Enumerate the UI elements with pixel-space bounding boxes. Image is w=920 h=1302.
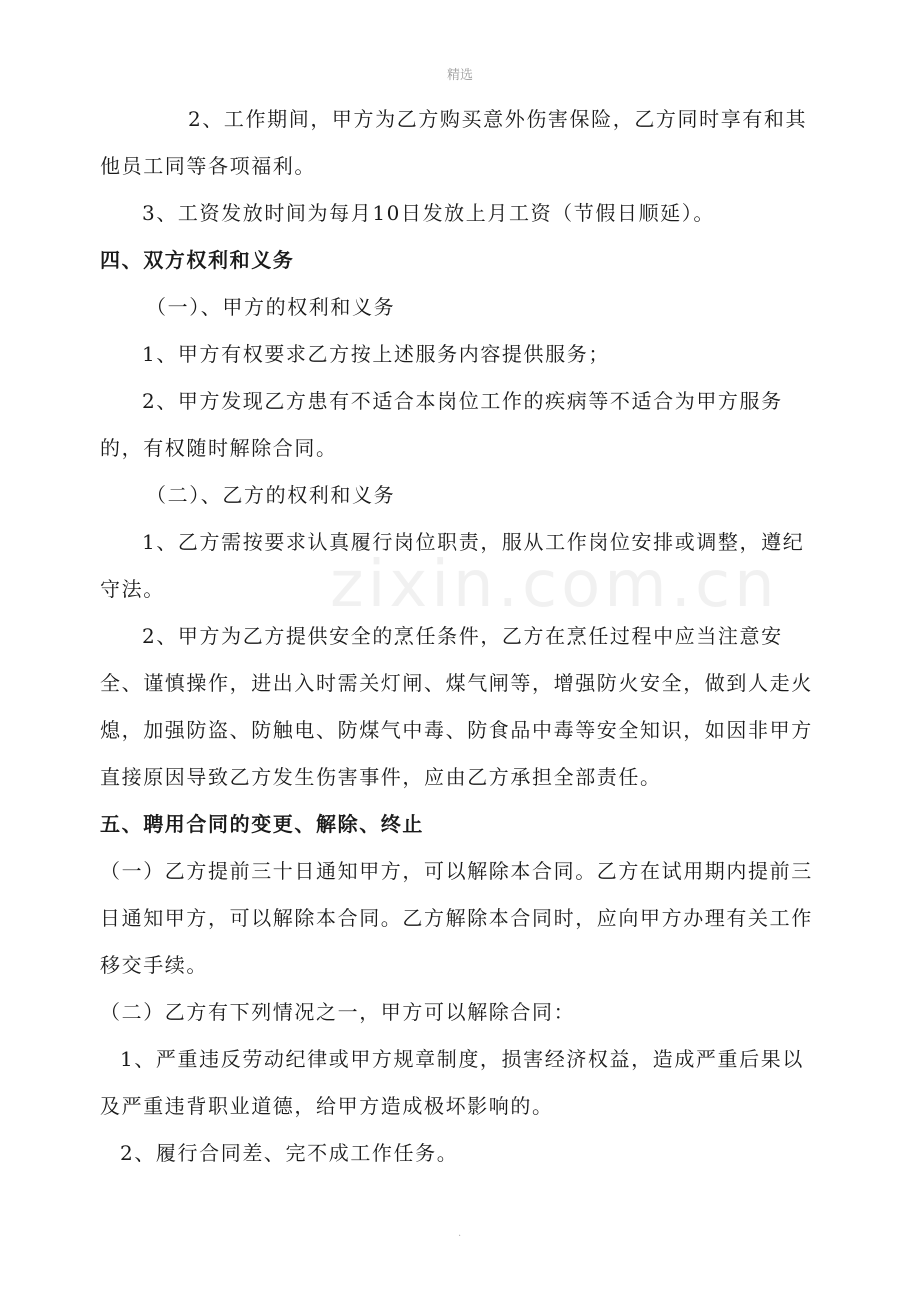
section-heading-rights: 四、双方权利和义务 [100,248,295,272]
document-body [100,96,824,1177]
paragraph-termination-2-item-1: 1、严重违反劳动纪律或甲方规章制度，损害经济权益，造成严重后果以及严重违背职业道德，给甲方造成极坏影响的。 [100,1047,804,1118]
paragraph-a-right-1: 1、甲方有权要求乙方按上述服务内容提供服务； [142,342,610,366]
subheading-party-a: （一）、甲方的权利和义务 [146,295,396,319]
subheading-party-b: （二）、乙方的权利和义务 [146,483,396,507]
paragraph-b-duty-1: 1、乙方需按要求认真履行岗位职责，服从工作岗位安排或调整，遵纪守法。 [100,530,805,601]
paragraph-a-right-2: 2、甲方发现乙方患有不适合本岗位工作的疾病等不适合为甲方服务的，有权随时解除合同。 [100,389,783,460]
paragraph-insurance: 2、工作期间，甲方为乙方购买意外伤害保险，乙方同时享有和其他员工同等各项福利。 [100,107,808,178]
paragraph-termination-1: （一）乙方提前三十日通知甲方，可以解除本合同。乙方在试用期内提前三日通知甲方，可以解除本合同。乙方解除本合同时，应向甲方办理有关工作移交手续。 [100,859,813,977]
section-heading-termination: 五、聘用合同的变更、解除、终止 [100,812,424,836]
footer-mark: . [458,1228,462,1239]
watermark: zixin.com.cn [330,548,779,622]
paragraph-b-duty-2: 2、甲方为乙方提供安全的烹任条件，乙方在烹任过程中应当注意安全、谨慎操作，进出入时需关灯闸、煤气闸等，增强防火安全，做到人走火熄，加强防盗、防触电、防煤气中毒、防食品中毒等安全知识，如因非甲方直接原因导致乙方发生伤害事件，应由乙方承担全部责任。 [100,624,813,789]
page-header-label: 精选 [446,68,473,83]
paragraph-termination-2-item-2: 2、履行合同差、完不成工作任务。 [120,1141,459,1165]
paragraph-termination-2: （二）乙方有下列情况之一，甲方可以解除合同： [100,1000,576,1024]
paragraph-salary-date: 3、工资发放时间为每月10日发放上月工资（节假日顺延）。 [142,201,715,225]
